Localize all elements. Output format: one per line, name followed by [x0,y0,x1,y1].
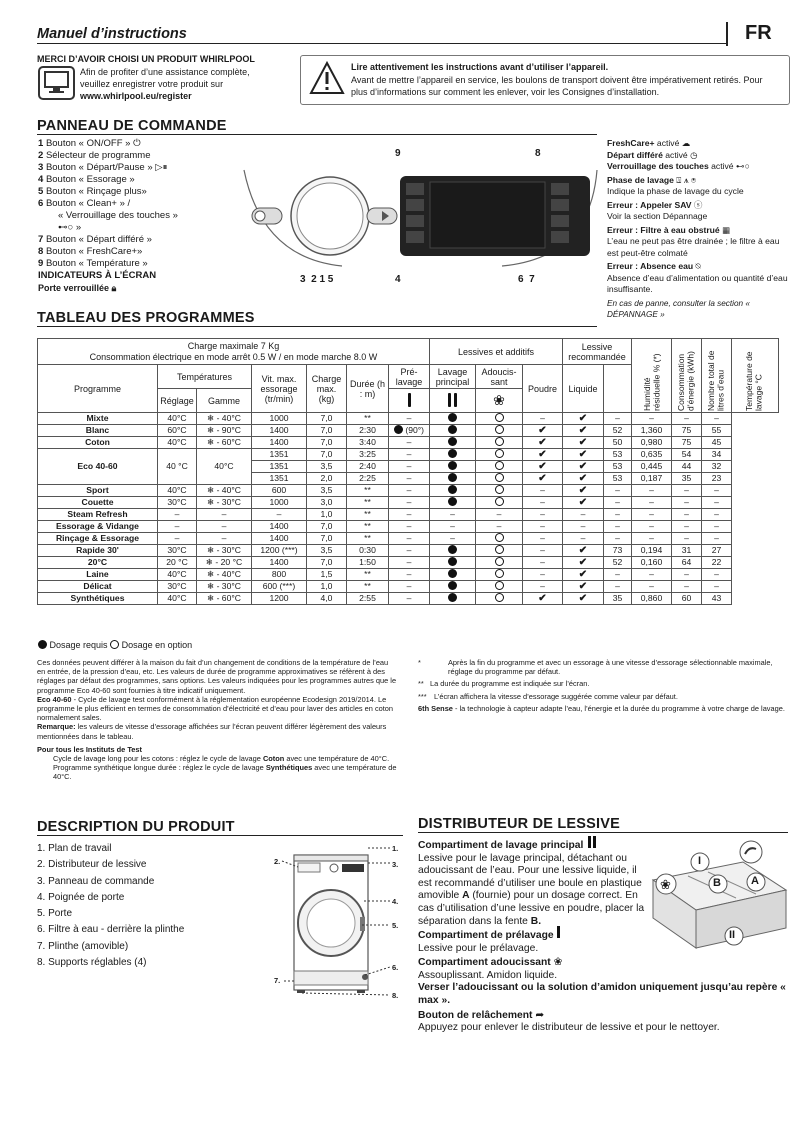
col-litres: Nombre total de litres d’eau [705,350,725,411]
dispenser-text-2: Compartiment de prélavage Lessive pour le prélavage. Compartiment adoucissant ❀ Assouplissant. Amidon liquide. Verser l’adoucissant ou la solution d’amidon uniquement jusqu’au repère « max ». Bouton de relâchement ➦ Appuyez pour enlever le distributeur de lessive et pour le nettoyer. [418,926,790,1035]
table-row: Synthétiques 40°C ❄︎ - 60°C 1200 4,0 2:55 – ✔ ✔ 35 0,860 60 43 [38,593,779,605]
illus-label-5: 5. [392,921,399,930]
illus-label-2: 2. [274,857,281,866]
warning-box [300,55,790,105]
mainwash-icon [448,393,451,407]
check-icon: ✔ [578,461,588,472]
col-reglage: Réglage [158,389,197,413]
panel-item-3: 3 Bouton « Départ/Pause » ▷⏸ [38,162,168,173]
panel-item-1: 1 Bouton « ON/OFF » ⏻ [38,138,141,149]
table-lessives-header: Lessives et additifs [430,339,563,365]
power-icon: ⏻ [133,138,141,149]
col-lavage: Lavage principal [430,365,476,389]
table-row: Rapide 30' 30°C ❄︎ - 30°C 1200 (***) 3,5 0:30 – – ✔ 73 0,194 31 27 [38,545,779,557]
washing-machine-illustration [272,843,402,1003]
table-row: Couette 30°C ❄︎ - 30°C 1000 3,0 ** – – ✔ – – – – [38,497,779,509]
check-icon: ✔ [578,557,588,568]
panel-item-6: 6 Bouton « Clean+ » / [38,198,131,209]
indicator-water: Erreur : Absence eau ⍉ [607,261,701,271]
check-icon: ✔ [578,413,588,424]
softener-icon: ❀ [553,957,563,969]
warning-icon [309,61,345,95]
door-locked-label: Porte verrouillée 🔒︎ [38,283,117,293]
programme-table [37,338,779,605]
col-liquide: Liquide [563,365,604,413]
dot-icon [448,581,457,590]
snowflake-icon: ❄︎ [206,497,215,507]
phase-icons: ⍍ ⩚ ⍟ [676,174,697,185]
ring-icon [495,581,504,590]
softener-icon: ❀ [660,877,671,892]
softener-icon: ❀ [493,391,505,408]
ring-icon [495,425,504,434]
table-row: Sport 40°C ❄︎ - 40°C 600 3,5 ** – – ✔ – – – – [38,485,779,497]
panel-item-2: 2 Sélecteur de programme [38,150,151,161]
table-row: Mixte 40°C ❄︎ - 40°C 1000 7,0 ** – – ✔ – – – – [38,413,779,425]
table-reco-header: Lessive recommandée [563,339,632,365]
part-2: 2. Distributeur de lessive [37,859,147,871]
service-icon: ⓢ [693,199,703,210]
col-prelavage: Pré-lavage [389,365,430,389]
dot-icon [448,437,457,446]
table-row: Eco 40-60 40 °C 40°C 1351 7,0 3:25 – ✔ ✔ 53 0,635 54 34 [38,449,779,461]
col-temperature: Température de lavage °C [744,350,764,411]
col-gamme: Gamme [197,389,252,413]
table-row: 1351 3,5 2:40 – ✔ ✔ 53 0,445 44 32 [38,461,779,473]
table-legend: Dosage requis Dosage en option [38,640,192,650]
dot-icon [38,640,47,649]
snowflake-icon: ❄︎ [206,485,215,495]
indicator-list: FreshCare+ activé ☁︎ Départ différé activé ◷ Verrouillage des touches activé ⊷○ Phase de lavage ⍍ ⩚ ⍟ Indique la phase de lavage du cycle Erreur : Appeler SAV ⓢ Voir la section Dépannage Erreur : Filtre à eau obstrué ▦ L’eau ne peut pas être drainée ; le filtre à eau est peut-être colmaté Erreur : Absence eau ⍉ Absence d’eau d’alimentation ou quantité d’eau insuffisante. En cas de panne, consulter la section « DÉPANNAGE » [607,138,792,321]
ring-icon [495,593,504,602]
check-icon: ✔ [538,461,547,472]
illus-label-8: 8. [392,991,399,1000]
panel-item-4: 4 Bouton « Essorage » [38,174,135,185]
table-row: Délicat 30°C ❄︎ - 30°C 600 (***) 1,0 ** – – ✔ – – – – [38,581,779,593]
snowflake-icon: ❄︎ [206,425,215,435]
check-icon: ✔ [538,425,547,436]
indicator-filter: Erreur : Filtre à eau obstrué ▦ [607,224,731,235]
indicators-heading: INDICATEURS À L’ÉCRAN [38,270,157,281]
ring-icon [495,485,504,494]
col-adoucissant: Adoucis-sant [476,365,523,389]
dot-icon [448,497,457,506]
part-6: 6. Filtre à eau - derrière la plinthe [37,924,185,936]
register-text-2: veuillez enregistrer votre produit sur [80,79,224,89]
prewash-icon [557,926,560,938]
illus-label-1: 1. [392,844,399,853]
warning-body: Avant de mettre l’appareil en service, les boulons de transport doivent être impérativement retirés. Pour plus d’informations sur comment les enlever, voir les Consignes d’installation. [351,75,763,97]
panel-item-9: 9 Bouton « Température » [38,258,148,269]
dot-icon [448,569,457,578]
check-icon: ✔ [578,497,588,508]
freshcare-icon: ☁︎ [681,138,691,148]
indicator-lock: Verrouillage des touches activé ⊷○ [607,161,750,171]
disp-label-b: B [713,877,721,889]
ring-icon [495,569,504,578]
ring-icon [495,461,504,470]
callout-67: 6 7 [518,274,535,285]
check-icon: ✔ [538,449,547,460]
check-icon: ✔ [538,437,547,448]
computer-icon [38,66,75,100]
illus-label-6: 6. [392,963,399,972]
snowflake-icon: ❄︎ [206,593,215,603]
table-row: Steam Refresh – – – 1,0 ** – – – – – – – – – [38,509,779,521]
table-row: Essorage & Vidange – – 1400 7,0 ** – – – – – – – – – [38,521,779,533]
ring-icon [495,473,504,482]
dot-icon [448,593,457,602]
key-lock-icon: ⊷○ [58,222,74,233]
indicator-sav: Erreur : Appeler SAV ⓢ [607,199,703,210]
snowflake-icon: ❄︎ [206,437,215,447]
indicator-delay: Départ différé activé ◷ [607,149,698,160]
ring-icon [495,437,504,446]
dot-icon [448,449,457,458]
max-warning: Verser l’adoucissant ou la solution d’amidon uniquement jusqu’au repère « max ». [418,982,786,1006]
part-4: 4. Poignée de porte [37,891,125,903]
dot-icon [448,413,457,422]
product-section-title: DESCRIPTION DU PRODUIT [37,819,235,835]
table-row: 1351 2,0 2:25 – ✔ ✔ 53 0,187 35 23 [38,473,779,485]
release-arrow-icon: ➦ [535,1009,544,1021]
key-lock-icon: ⊷○ [735,161,750,171]
callout-9: 9 [395,148,401,159]
part-8: 8. Supports réglables (4) [37,957,147,969]
table-charge-header: Charge maximale 7 Kg Consommation électrique en mode arrêt 0.5 W / en mode marche 8.0 W [38,339,430,365]
manual-title: Manuel d’instructions [37,26,187,42]
col-energie: Consommation d’énergie (kWh) [675,350,695,411]
clock-icon: ◷ [690,149,698,160]
panel-button-list [38,138,178,294]
table-row: Laine 40°C ❄︎ - 40°C 800 1,5 ** – – ✔ – – – – [38,569,779,581]
no-water-icon: ⍉ [695,261,701,271]
warning-title: Lire attentivement les instructions avant d’utiliser l’appareil. [351,62,609,72]
check-icon: ✔ [578,569,588,580]
col-humidite: Humidité résiduelle % (*) [641,352,661,411]
snowflake-icon: ❄︎ [206,413,215,423]
filter-icon: ▦ [722,224,731,235]
dot-icon [448,461,457,470]
dot-icon [394,425,403,434]
language-code: FR [745,22,772,44]
part-3: 3. Panneau de commande [37,875,155,887]
col-programme: Programme [38,365,158,413]
ring-icon [495,449,504,458]
callout-3215: 3 2 1 5 [300,274,334,285]
notes-right: * Après la fin du programme et avec un essorage à une vitesse d’essorage sélectionnable maximale, réglage du programme par défaut. ** La durée du programme est indiquée sur l’écran. *** L’écran affichera la vitesse d’essorage suggérée comme valeur par défaut. 6th Sense - la technologie à capteur adapte l’eau, l’énergie et la durée du programme à votre charge de lavage. [418,658,785,713]
register-text-1: Afin de profiter d’une assistance complète, [80,67,250,77]
table-row: 20°C 20 °C ❄︎ - 20 °C 1400 7,0 1:50 – – ✔ 52 0,160 64 22 [38,557,779,569]
panel-item-5: 5 Bouton « Rinçage plus» [38,186,147,197]
panel-section-title: PANNEAU DE COMMANDE [37,118,227,134]
ring-icon [495,545,504,554]
check-icon: ✔ [538,593,547,604]
disp-label-ii: II [729,929,736,941]
snowflake-icon: ❄︎ [206,581,215,591]
panel-item-6b: « Verrouillage des touches » [58,210,178,221]
ring-icon [495,497,504,506]
notes-left: Ces données peuvent différer à la maison du fait d’un changement de conditions de la température de l’eau en entrée, de la pression d’eau, etc. Les valeurs de durée de programme approximatives se réfèrent à des réglages par défaut des programmes, sans options. Les valeurs indiquées pour les programmes autres que le programme Eco 40-60 sont fournies à titre indicatif uniquement. Eco 40-60 - Cycle de lavage test conformément à la réglementation européenne Ecodesign 2019/2014. Le programme le plus efficient en termes de consommation d’électricité et d’eau pour laver des articles en coton normalement sales. Remarque: les valeurs de vitesse d’essorage affichées sur l’écran peuvent différer légèrement des valeurs mentionnées dans le tableau. Pour tous les Instituts de Test Cycle de lavage long pour les cotons : réglez le cycle de lavage Coton avec une température de 40°C. Programme synthétique longue durée : réglez le cycle de lavage Synthétiques avec une température de 40°C. [37,658,397,782]
illus-label-4: 4. [392,897,399,906]
panel-item-7: 7 Bouton « Départ différé » [38,234,152,245]
panel-item-8: 8 Bouton « FreshCare+» [38,246,143,257]
mainwash-icon [588,836,591,848]
check-icon: ✔ [578,593,588,604]
table-section-title: TABLEAU DES PROGRAMMES [37,310,255,326]
padlock-icon: 🔒︎ [111,283,117,293]
panel-item-6c: ⊷○ » [58,222,82,233]
callout-4: 4 [395,274,401,285]
part-5: 5. Porte [37,908,73,920]
dispenser-illustration [648,840,790,955]
part-7: 7. Plinthe (amovible) [37,940,129,952]
dot-icon [448,473,457,482]
dot-icon [448,545,457,554]
product-parts-list [37,841,184,971]
prewash-icon [408,393,411,407]
illus-label-3: 3. [392,860,399,869]
disp-label-a: A [751,875,759,887]
check-icon: ✔ [578,449,588,460]
disp-label-i: I [698,855,702,867]
col-charge: Charge max. (kg) [307,365,347,413]
check-icon: ✔ [578,485,588,496]
check-icon: ✔ [578,425,588,436]
register-url[interactable]: www.whirlpool.eu/register [80,91,192,101]
dot-icon [448,485,457,494]
table-row: Rinçage & Essorage – – 1400 7,0 ** – – – – – – – – [38,533,779,545]
ring-icon [495,413,504,422]
ring-icon [110,640,119,649]
check-icon: ✔ [578,437,588,448]
col-poudre: Poudre [523,365,563,413]
illus-label-7: 7. [274,976,281,985]
check-icon: ✔ [578,581,588,592]
control-panel-illustration [242,168,599,268]
play-pause-icon: ▷⏸ [155,162,168,173]
snowflake-icon: ❄︎ [205,557,213,567]
ring-icon [495,557,504,566]
check-icon: ✔ [538,473,547,484]
snowflake-icon: ❄︎ [206,545,215,555]
ring-icon [495,533,504,542]
dot-icon [448,557,457,566]
thanks-heading: MERCI D’AVOIR CHOISI UN PRODUIT WHIRLPOOL [37,54,255,64]
callout-8: 8 [535,148,541,159]
col-temperatures: Températures [158,365,252,389]
dispenser-section-title: DISTRIBUTEUR DE LESSIVE [418,816,620,832]
panne-note: En cas de panne, consulter la section « DÉPANNAGE » [607,298,750,319]
indicator-phase: Phase de lavage ⍍ ⩚ ⍟ [607,174,697,185]
table-row: Blanc 60°C ❄︎ - 90°C 1400 7,0 2:30 (90°) ✔ ✔ 52 1,360 75 55 [38,425,779,437]
col-duree: Durée (h : m) [347,365,389,413]
table-row: Coton 40°C ❄︎ - 60°C 1400 7,0 3:40 – ✔ ✔ 50 0,980 75 45 [38,437,779,449]
snowflake-icon: ❄︎ [206,569,215,579]
col-vitesse: Vit. max. essorage (tr/min) [252,365,307,413]
indicator-freshcare: FreshCare+ activé ☁︎ [607,138,691,148]
check-icon: ✔ [578,545,588,556]
dispenser-text: Compartiment de lavage principal Lessive pour le lavage principal, détachant ou adoucissant de l’eau. Pour une lessive liquide, il est recommandé d’utiliser une boule en plastique amovible A (fournie) pour un dosage correct. En cas d’utilisation d’une lessive en poudre, placer la séparation dans la fente B. [418,836,646,928]
dot-icon [448,425,457,434]
part-1: 1. Plan de travail [37,843,112,854]
check-icon: ✔ [578,473,588,484]
